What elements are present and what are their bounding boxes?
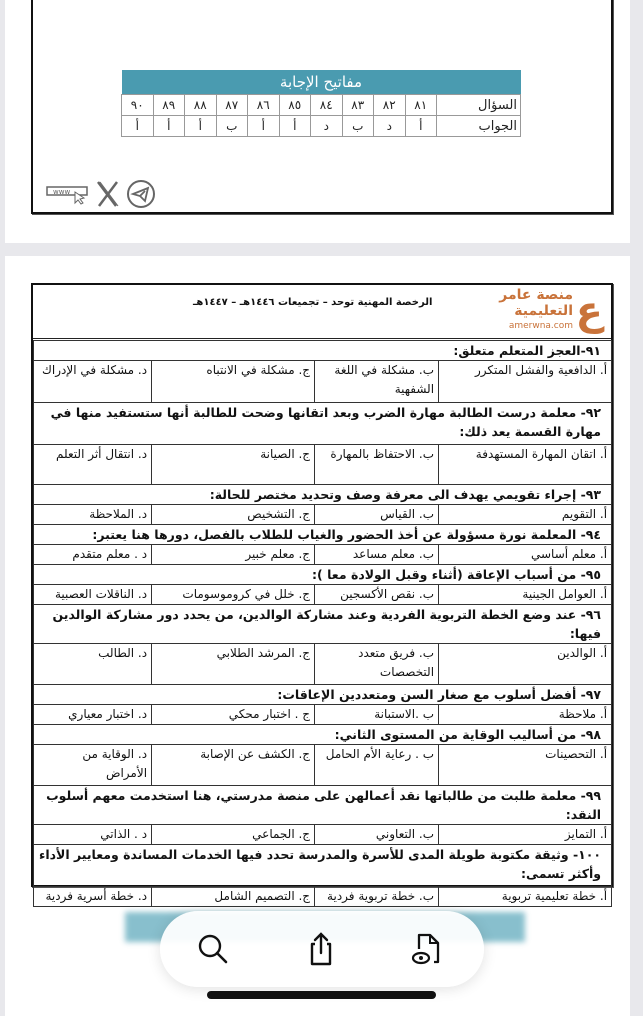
answer-option[interactable]: ج. التصميم الشامل [152,887,315,907]
options-row [34,644,612,685]
options-row [34,825,612,845]
question-stem: ٩٦- عند وضع الخطة التربوية الفردية وعند مشاركة الوالدين، من يحدد دور مشاركة الوالدين فيها: [34,605,612,644]
telegram-icon [125,178,157,210]
logo [471,287,601,335]
answer-option[interactable]: د. الطالب [34,644,152,685]
answer-option[interactable]: د . الذاتي [34,825,152,845]
question-row [34,485,612,505]
answer-key-question-number: ٨٧ [216,95,248,116]
options-row [34,505,612,525]
answer-key-answer: أ [248,116,280,137]
answer-option[interactable]: ب . رعاية الأم الحامل [315,745,439,786]
question-row [34,786,612,825]
answer-key-question-number: ٨٤ [311,95,343,116]
social-icons [45,178,157,210]
question-row [34,845,612,887]
answer-option[interactable]: أ. ملاحظة [439,705,612,725]
answer-key-question-number: ٨٢ [374,95,406,116]
options-row [34,705,612,725]
answer-option[interactable]: ج. المرشد الطلابي [152,644,315,685]
logo-line2: التعليمية [514,303,573,319]
answer-key-question-number: ٨٥ [279,95,311,116]
question-row [34,525,612,545]
answer-option[interactable]: د . معلم متقدم [34,545,152,565]
document-frame [31,283,613,903]
answer-option[interactable]: ج. معلم خبير [152,545,315,565]
options-row [34,361,612,403]
page-card-previous [5,0,630,243]
answer-label: الجواب [437,116,521,137]
questions-table [33,340,612,907]
answer-option[interactable]: د. مشكلة في الإدراك [34,361,152,403]
question-stem: ٩٨- من أساليب الوقاية من المستوى الثاني: [34,725,612,745]
options-row [34,585,612,605]
question-stem: ١٠٠- وثيقة مكتوبة طويلة المدى للأسرة والمدرسة تحدد فيها الخدمات المساندة ومعايير الأداء وأكثر تسمى: [34,845,612,887]
answer-option[interactable]: أ. العوامل الجينية [439,585,612,605]
answer-option[interactable]: ج . اختبار محكي [152,705,315,725]
question-stem: ٩١-العجز المتعلم متعلق: [34,341,612,361]
home-indicator[interactable] [207,991,436,999]
answer-option[interactable]: د. خطة أسرية فردية [34,887,152,907]
question-stem: ٩٥- من أسباب الإعاقة (أثناء وقبل الولادة معا ): [34,565,612,585]
answer-option[interactable]: أ. معلم أساسي [439,545,612,565]
question-stem: ٩٧- أفضل أسلوب مع صغار السن ومتعددين الإعاقات: [34,685,612,705]
answer-key-answer: أ [405,116,437,137]
answer-option[interactable]: ج. مشكلة في الانتباه [152,361,315,403]
answer-option[interactable]: ب. معلم مساعد [315,545,439,565]
options-row [34,745,612,786]
answer-option[interactable]: ج. خلل في كروموسومات [152,585,315,605]
answer-option[interactable]: ب. خطة تربوية فردية [315,887,439,907]
share-icon[interactable] [303,931,339,967]
question-stem: ٩٩- معلمة طلبت من طالباتها نقد أعمالهن على منصة مدرستي، هنا استخدمت معهم أسلوب النقد: [34,786,612,825]
question-row [34,341,612,361]
answer-option[interactable]: أ. خطة تعليمية تربوية [439,887,612,907]
answer-key-question-number: ٨٣ [342,95,374,116]
answer-option[interactable]: ج. التشخيص [152,505,315,525]
svg-text:www: www [53,188,71,196]
answer-option[interactable]: ب. التعاوني [315,825,439,845]
logo-mark-icon: ع [575,288,603,334]
answer-option[interactable]: د. الملاحظة [34,505,152,525]
x-icon [95,180,121,208]
answer-option[interactable]: ب. مشكلة في اللغة الشفهية [315,361,439,403]
answer-option[interactable]: ج. الصيانة [152,445,315,485]
question-stem: ٩٤- المعلمة نورة مسؤولة عن أخذ الحضور والغياب للطلاب بالفصل، دورها هنا يعتبر: [34,525,612,545]
answer-option[interactable]: د. اختبار معياري [34,705,152,725]
answer-option[interactable]: ج. الكشف عن الإصابة [152,745,315,786]
answer-option[interactable]: د. انتقال أثر التعلم [34,445,152,485]
answer-option[interactable]: أ. التحصينات [439,745,612,786]
answer-option[interactable]: ب. الاحتفاظ بالمهارة [315,445,439,485]
question-row [34,605,612,644]
logo-line1: منصة عامر [499,287,573,303]
answer-option[interactable]: د. الوقاية من الأمراض [34,745,152,786]
answer-key-question-number: ٨٨ [185,95,217,116]
answer-key-answer: د [311,116,343,137]
options-row [34,887,612,907]
document-header [33,285,611,339]
question-row [34,403,612,445]
question-stem: ٩٣- إجراء تقويمي يهدف الى معرفة وصف وتحديد مختصر للحالة: [34,485,612,505]
answer-key-answer: أ [122,116,154,137]
answer-option[interactable]: ج. الجماعي [152,825,315,845]
question-row [34,565,612,585]
answer-option[interactable]: د. الناقلات العصبية [34,585,152,605]
question-row [34,685,612,705]
answer-key-answer: أ [185,116,217,137]
answer-key-question-number: ٨١ [405,95,437,116]
answer-key-answer: أ [279,116,311,137]
answer-key-question-number: ٨٦ [248,95,280,116]
answer-option[interactable]: ب .الاستبانة [315,705,439,725]
floating-toolbar [160,911,484,987]
question-stem: ٩٢- معلمة درست الطالبة مهارة الضرب وبعد اتقانها وضحت للطالبة أنها ستستفيد منها في مهارة القسمة يعد ذلك: [34,403,612,445]
answer-key-answer: ب [216,116,248,137]
answer-key-answer: أ [153,116,185,137]
answer-option[interactable]: ب. نقص الأكسجين [315,585,439,605]
answer-option[interactable]: أ. اتقان المهارة المستهدفة [439,445,612,485]
answer-option[interactable]: ب. فريق متعدد التخصصات [315,644,439,685]
answer-key-question-number: ٩٠ [122,95,154,116]
options-row [34,445,612,485]
answer-option[interactable]: أ. الوالدين [439,644,612,685]
answer-option[interactable]: أ. الدافعية والفشل المتكرر [439,361,612,403]
logo-url: amerwna.com [508,321,573,331]
answer-key-answer: ب [342,116,374,137]
answer-key-table [121,70,521,137]
answer-option[interactable]: أ. التقويم [439,505,612,525]
question-row [34,725,612,745]
answer-option[interactable]: ب. القياس [315,505,439,525]
answer-option[interactable]: أ. التمايز [439,825,612,845]
question-label: السؤال [437,95,521,116]
website-icon [45,183,91,205]
answer-key-question-number: ٨٩ [153,95,185,116]
document-title: الرخصة المهنية توحد – تجميعات ١٤٤٦هـ – ١٤٤٧هـ [193,297,433,308]
options-row [34,545,612,565]
search-icon[interactable] [195,931,231,967]
preview-document-icon[interactable] [408,931,444,967]
answer-key-title: مفاتيح الإجابة [122,70,521,95]
answer-key-answer: د [374,116,406,137]
page-card-current [5,256,630,1016]
